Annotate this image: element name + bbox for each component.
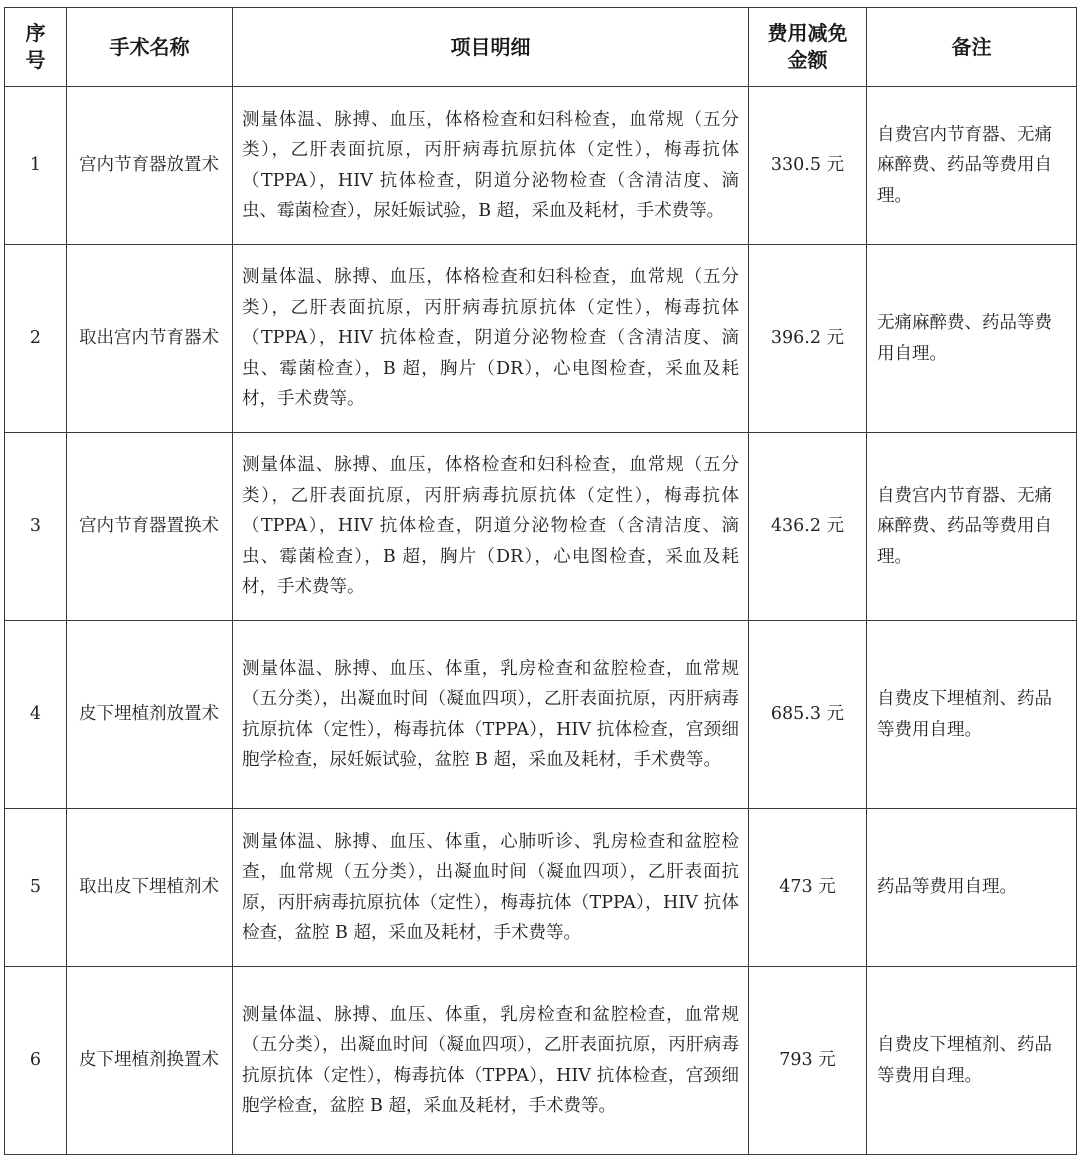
table-row: [5, 809, 1077, 967]
row-index: 5: [5, 809, 67, 967]
row-fee-amount: 473 元: [749, 809, 867, 967]
row-remark: 自费皮下埋植剂、药品等费用自理。: [867, 967, 1077, 1155]
row-remark: 自费宫内节育器、无痛麻醉费、药品等费用自理。: [867, 433, 1077, 621]
row-index: 1: [5, 87, 67, 245]
row-fee-amount: 685.3 元: [749, 621, 867, 809]
row-item-detail: 测量体温、脉搏、血压，体格检查和妇科检查，血常规（五分类），乙肝表面抗原，丙肝病毒抗原抗体（定性），梅毒抗体（TPPA），HIV 抗体检查，阴道分泌物检查（含清洁度、滴虫、霉菌检查），尿妊娠试验，B 超，采血及耗材，手术费等。: [233, 87, 749, 245]
table-row: [5, 967, 1077, 1155]
table-row: [5, 87, 1077, 245]
row-item-detail: 测量体温、脉搏、血压、体重，乳房检查和盆腔检查，血常规（五分类），出凝血时间（凝血四项），乙肝表面抗原，丙肝病毒抗原抗体（定性），梅毒抗体（TPPA），HIV 抗体检查，宫颈细胞学检查，盆腔 B 超，采血及耗材，手术费等。: [233, 967, 749, 1155]
header-procedure-name: 手术名称: [67, 8, 233, 87]
row-procedure-name: 宫内节育器放置术: [67, 87, 233, 245]
table-row: [5, 433, 1077, 621]
row-fee-amount: 330.5 元: [749, 87, 867, 245]
header-item-detail: 项目明细: [233, 8, 749, 87]
fee-reduction-table: [4, 7, 1077, 1155]
row-remark: 自费皮下埋植剂、药品等费用自理。: [867, 621, 1077, 809]
header-index: 序号: [5, 8, 67, 87]
header-fee-reduction-amount: 费用减免金额: [749, 8, 867, 87]
row-procedure-name: 取出皮下埋植剂术: [67, 809, 233, 967]
row-item-detail: 测量体温、脉搏、血压、体重，乳房检查和盆腔检查，血常规（五分类），出凝血时间（凝血四项），乙肝表面抗原，丙肝病毒抗原抗体（定性），梅毒抗体（TPPA），HIV 抗体检查，宫颈细胞学检查，尿妊娠试验，盆腔 B 超，采血及耗材，手术费等。: [233, 621, 749, 809]
row-fee-amount: 793 元: [749, 967, 867, 1155]
row-index: 2: [5, 245, 67, 433]
row-item-detail: 测量体温、脉搏、血压，体格检查和妇科检查，血常规（五分类），乙肝表面抗原，丙肝病毒抗原抗体（定性），梅毒抗体（TPPA），HIV 抗体检查，阴道分泌物检查（含清洁度、滴虫、霉菌检查），B 超，胸片（DR），心电图检查，采血及耗材，手术费等。: [233, 433, 749, 621]
row-index: 6: [5, 967, 67, 1155]
table-row: [5, 245, 1077, 433]
row-remark: 自费宫内节育器、无痛麻醉费、药品等费用自理。: [867, 87, 1077, 245]
row-fee-amount: 436.2 元: [749, 433, 867, 621]
row-procedure-name: 皮下埋植剂换置术: [67, 967, 233, 1155]
row-item-detail: 测量体温、脉搏、血压，体格检查和妇科检查，血常规（五分类），乙肝表面抗原，丙肝病毒抗原抗体（定性），梅毒抗体（TPPA），HIV 抗体检查，阴道分泌物检查（含清洁度、滴虫、霉菌检查），B 超，胸片（DR），心电图检查，采血及耗材，手术费等。: [233, 245, 749, 433]
row-item-detail: 测量体温、脉搏、血压、体重，心肺听诊、乳房检查和盆腔检查，血常规（五分类），出凝血时间（凝血四项），乙肝表面抗原，丙肝病毒抗原抗体（定性），梅毒抗体（TPPA），HIV 抗体检查，盆腔 B 超，采血及耗材，手术费等。: [233, 809, 749, 967]
row-remark: 无痛麻醉费、药品等费用自理。: [867, 245, 1077, 433]
header-remark: 备注: [867, 8, 1077, 87]
row-remark: 药品等费用自理。: [867, 809, 1077, 967]
row-fee-amount: 396.2 元: [749, 245, 867, 433]
row-index: 4: [5, 621, 67, 809]
row-procedure-name: 取出宫内节育器术: [67, 245, 233, 433]
row-procedure-name: 皮下埋植剂放置术: [67, 621, 233, 809]
table-row: [5, 621, 1077, 809]
row-index: 3: [5, 433, 67, 621]
row-procedure-name: 宫内节育器置换术: [67, 433, 233, 621]
table-header-row: [5, 8, 1077, 87]
